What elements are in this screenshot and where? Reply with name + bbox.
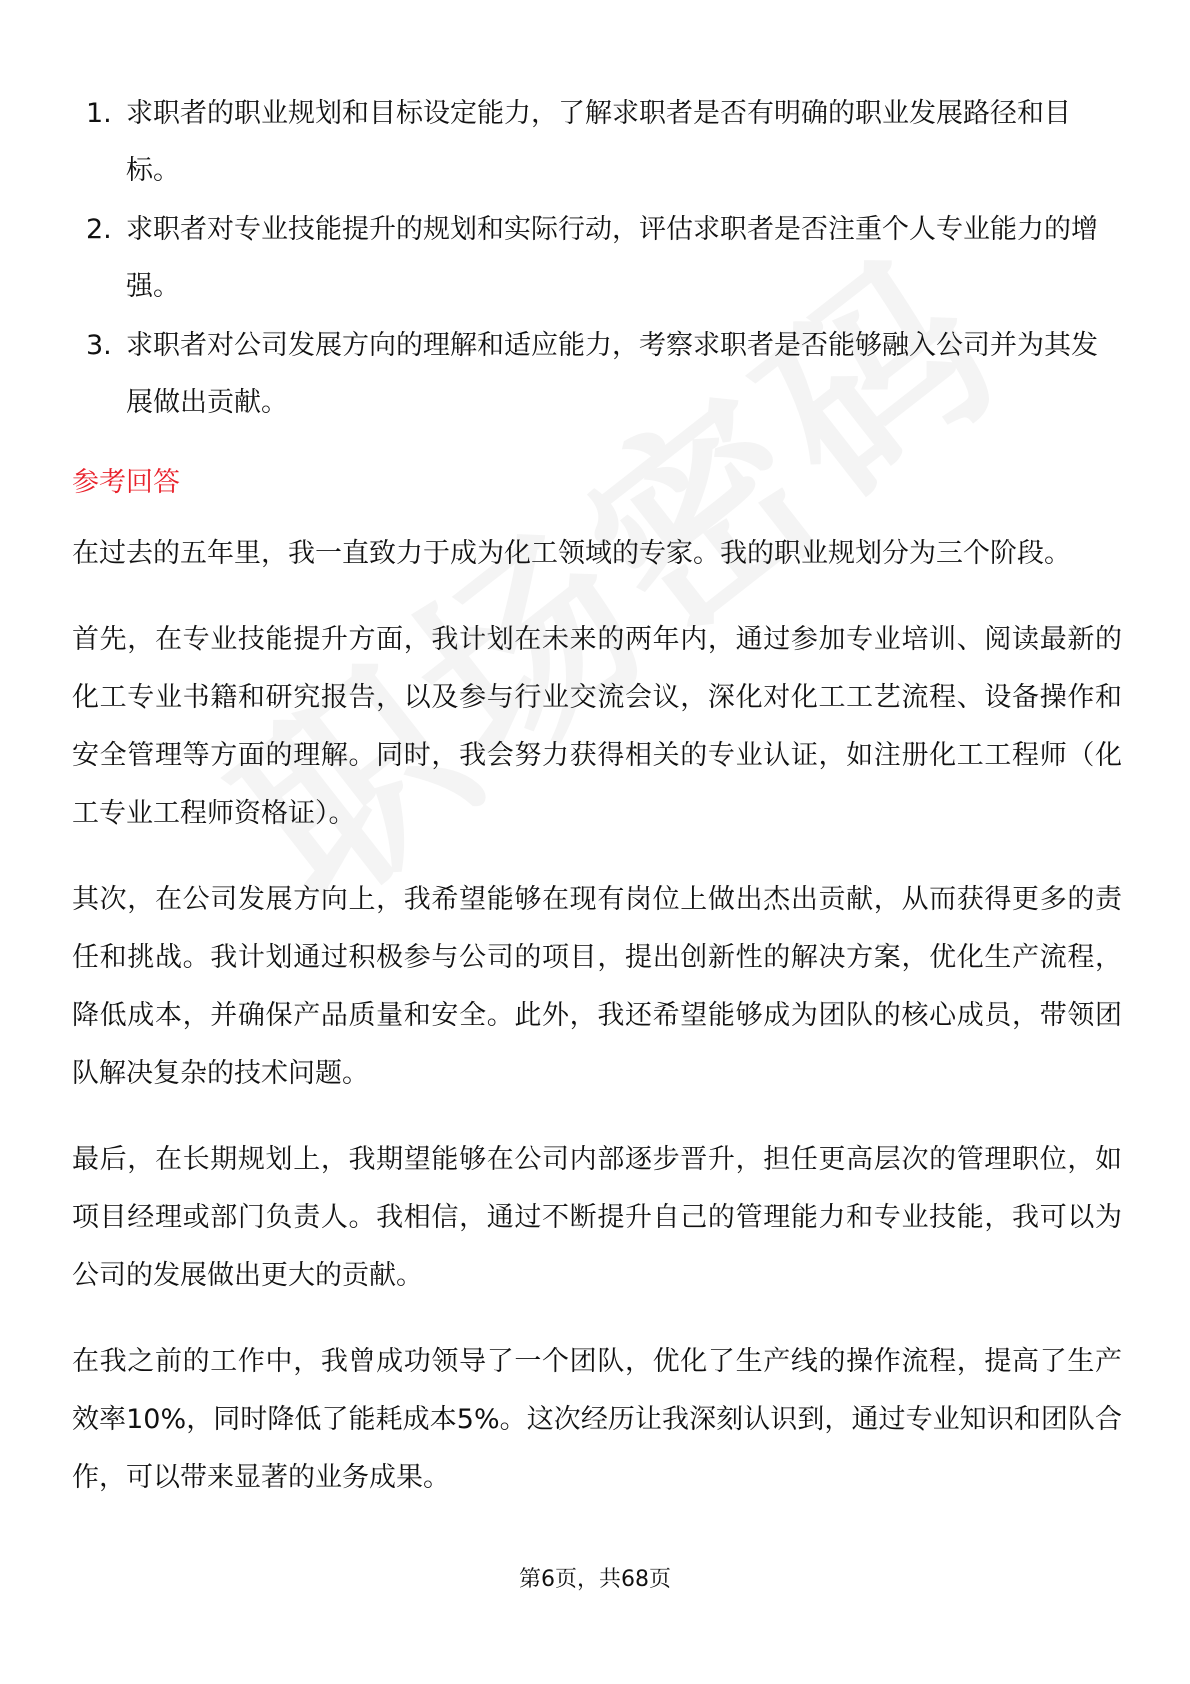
- list-number: 3.: [86, 330, 112, 361]
- section-title-reference-answer: 参考回答: [72, 467, 180, 498]
- document-page: [72, 85, 1122, 1535]
- paragraph: 其次，在公司发展方向上，我希望能够在现有岗位上做出杰出贡献，从而获得更多的责任和挑战。我计划通过积极参与公司的项目，提出创新性的解决方案，优化生产流程，降低成本，并确保产品质量和安全。此外，我还希望能够成为团队的核心成员，带领团队解决复杂的技术问题。: [72, 884, 1122, 1089]
- list-item: [72, 201, 1122, 315]
- paragraph: 在过去的五年里，我一直致力于成为化工领域的专家。我的职业规划分为三个阶段。: [72, 538, 1071, 569]
- paragraph: 首先，在专业技能提升方面，我计划在未来的两年内，通过参加专业培训、阅读最新的化工专业书籍和研究报告，以及参与行业交流会议，深化对化工工艺流程、设备操作和安全管理等方面的理解。同时，我会努力获得相关的专业认证，如注册化工工程师（化工专业工程师资格证）。: [72, 624, 1122, 829]
- paragraph: 最后，在长期规划上，我期望能够在公司内部逐步晋升，担任更高层次的管理职位，如项目经理或部门负责人。我相信，通过不断提升自己的管理能力和专业技能，我可以为公司的发展做出更大的贡献。: [72, 1144, 1122, 1291]
- list-item-text: 求职者对专业技能提升的规划和实际行动，评估求职者是否注重个人专业能力的增强。: [126, 214, 1098, 302]
- list-item-text: 求职者的职业规划和目标设定能力，了解求职者是否有明确的职业发展路径和目标。: [126, 98, 1071, 186]
- list-number: 2.: [86, 214, 112, 245]
- paragraph: 在我之前的工作中，我曾成功领导了一个团队，优化了生产线的操作流程，提高了生产效率10%，同时降低了能耗成本5%。这次经历让我深刻认识到，通过专业知识和团队合作，可以带来显著的业务成果。: [72, 1346, 1122, 1493]
- list-number: 1.: [86, 98, 112, 129]
- list-item: [72, 85, 1122, 199]
- list-item-text: 求职者对公司发展方向的理解和适应能力，考察求职者是否能够融入公司并为其发展做出贡献。: [126, 330, 1098, 418]
- page-number-footer: 第6页，共68页: [519, 1567, 671, 1592]
- list-item: [72, 317, 1122, 431]
- question-list: [72, 85, 1122, 431]
